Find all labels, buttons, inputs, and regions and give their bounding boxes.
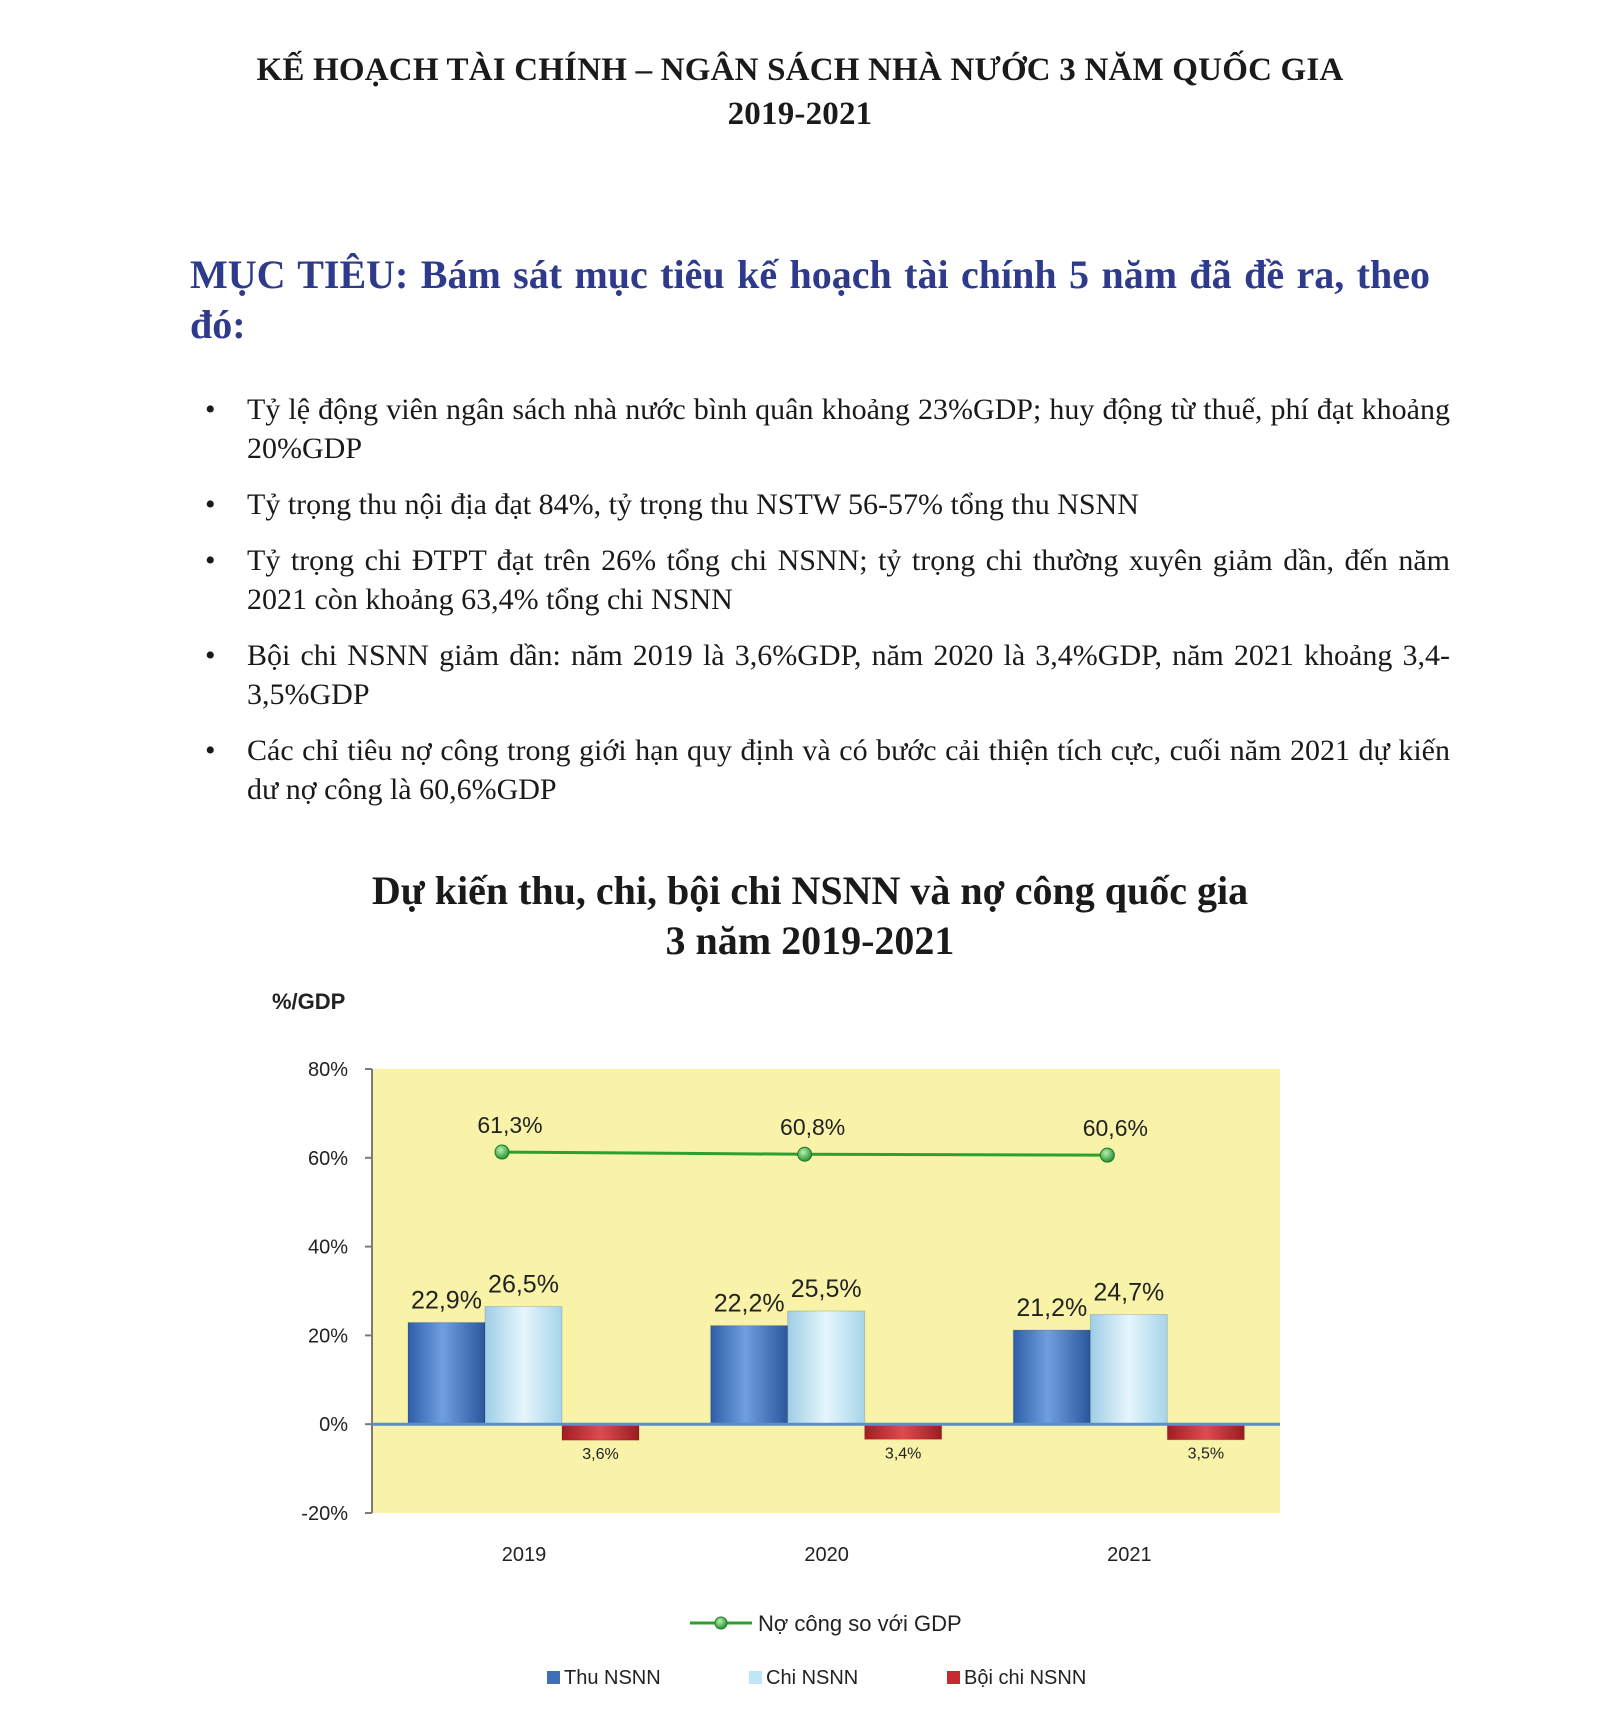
x-tick-label: 2019	[501, 1544, 547, 1566]
chart-title-line2: 3 năm 2019-2021	[665, 918, 955, 963]
list-item-text: Tỷ trọng chi ĐTPT đạt trên 26% tổng chi NSNN; tỷ trọng chi thường xuyên giảm dần, đến năm 2021 còn khoảng 63,4% tổng chi NSNN	[247, 544, 1450, 616]
bullet-icon: •	[205, 639, 216, 672]
bar-bội-chi-nsnn	[1167, 1424, 1244, 1440]
data-label: 24,7%	[1093, 1278, 1165, 1307]
legend-swatch	[947, 1671, 960, 1684]
bar-thu-nsnn	[1013, 1330, 1090, 1424]
y-tick-label: 0%	[319, 1414, 348, 1437]
data-label: 3,4%	[884, 1445, 922, 1463]
legend-swatch	[547, 1671, 560, 1684]
list-item-text: Tỷ lệ động viên ngân sách nhà nước bình quân khoảng 23%GDP; huy động từ thuế, phí đạt khoảng 20%GDP	[247, 393, 1450, 465]
objective-heading: MỤC TIÊU: Bám sát mục tiêu kế hoạch tài chính 5 năm đã đề ra, theo đó:	[190, 252, 1430, 347]
data-label: 25,5%	[790, 1274, 862, 1303]
header-years: 2019-2021	[727, 96, 873, 132]
legend-line-label: Nợ công so với GDP	[758, 1611, 962, 1636]
x-tick-label: 2020	[804, 1544, 849, 1566]
line-data-label: 60,8%	[780, 1114, 846, 1141]
list-item-text: Bội chi NSNN giảm dần: năm 2019 là 3,6%GDP, năm 2020 là 3,4%GDP, năm 2021 khoảng 3,4-3,5%GDP	[247, 639, 1450, 711]
legend-label: Thu NSNN	[564, 1667, 661, 1689]
line-point	[1100, 1148, 1114, 1162]
line-data-label: 60,6%	[1082, 1115, 1148, 1142]
data-label: 3,5%	[1187, 1445, 1225, 1463]
y-tick-label: -20%	[301, 1503, 348, 1525]
legend-line-point	[715, 1617, 727, 1629]
bullet-icon: •	[205, 544, 216, 577]
line-data-label: 61,3%	[477, 1112, 543, 1139]
bullet-icon: •	[205, 734, 216, 767]
y-tick-label: 60%	[307, 1147, 348, 1170]
bar-bội-chi-nsnn	[865, 1424, 942, 1439]
data-label: 21,2%	[1016, 1294, 1088, 1323]
header-title: KẾ HOẠCH TÀI CHÍNH – NGÂN SÁCH NHÀ NƯỚC 3 NĂM QUỐC GIA	[256, 52, 1344, 88]
bar-chi-nsnn	[788, 1311, 865, 1424]
bar-thu-nsnn	[711, 1326, 788, 1425]
list-item-text: Tỷ trọng thu nội địa đạt 84%, tỷ trọng thu NSTW 56-57% tổng thu NSNN	[247, 488, 1139, 521]
legend-label: Chi NSNN	[766, 1667, 859, 1689]
data-label: 22,9%	[411, 1286, 482, 1315]
bar-bội-chi-nsnn	[562, 1424, 639, 1440]
y-tick-label: 40%	[307, 1236, 348, 1259]
chart-title-line1: Dự kiến thu, chi, bội chi NSNN và nợ công quốc gia	[371, 868, 1249, 913]
line-point	[798, 1147, 812, 1161]
data-label: 3,6%	[582, 1446, 619, 1464]
legend-label: Bội chi NSNN	[964, 1667, 1087, 1689]
line-point	[495, 1145, 509, 1159]
legend-swatch	[749, 1671, 762, 1684]
bullet-icon: •	[205, 488, 216, 521]
x-tick-label: 2021	[1107, 1544, 1152, 1566]
bar-chi-nsnn	[485, 1307, 562, 1425]
bullet-icon: •	[205, 393, 216, 426]
y-tick-label: 80%	[307, 1059, 348, 1081]
data-label: 26,5%	[488, 1270, 559, 1299]
y-tick-label: 20%	[307, 1325, 348, 1348]
y-axis-label: %/GDP	[272, 989, 346, 1014]
list-item-text: Các chỉ tiêu nợ công trong giới hạn quy định và có bước cải thiện tích cực, cuối năm 2021 dự kiến dư nợ công là 60,6%GDP	[247, 734, 1450, 806]
bar-chi-nsnn	[1090, 1315, 1167, 1425]
bar-thu-nsnn	[408, 1323, 485, 1425]
data-label: 22,2%	[713, 1289, 785, 1318]
